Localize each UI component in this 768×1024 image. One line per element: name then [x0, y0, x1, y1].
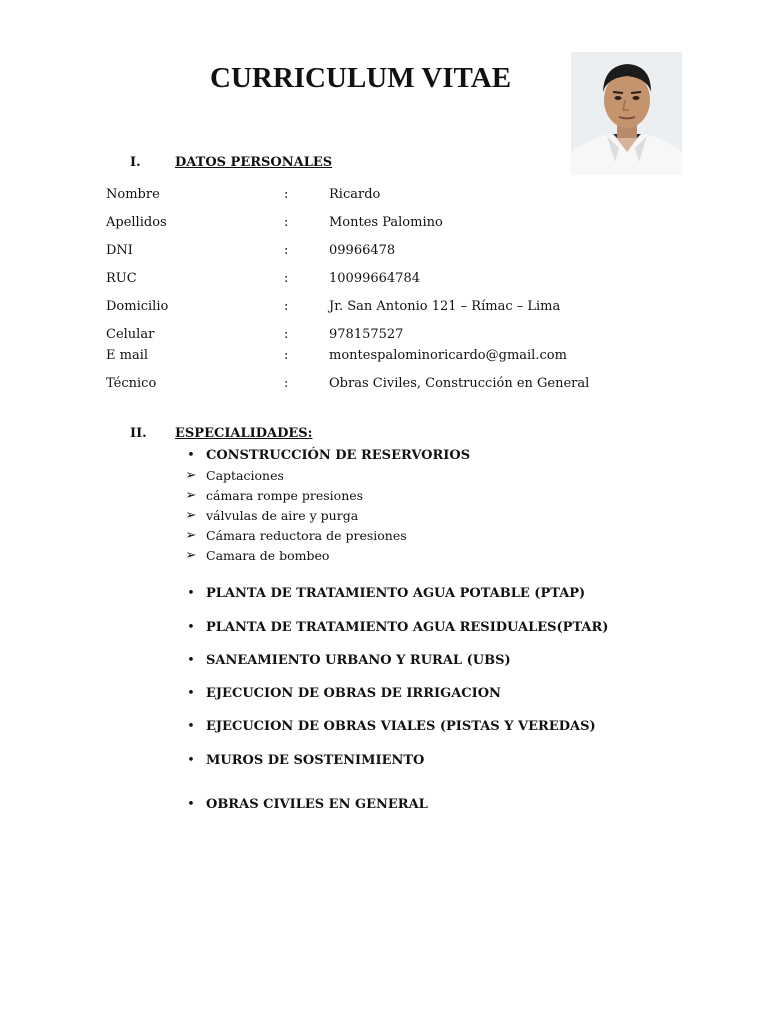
bullet-icon: • [187, 797, 195, 812]
field-label: Apellidos [106, 215, 167, 230]
specialty-label: OBRAS CIVILES EN GENERAL [206, 797, 428, 812]
bullet-icon: • [187, 753, 195, 768]
arrow-bullet-icon: ➢ [185, 508, 197, 523]
sub-item-label: Cámara reductora de presiones [206, 528, 407, 543]
field-separator: : [284, 348, 289, 363]
bullet-icon: • [187, 653, 195, 668]
field-label: Nombre [106, 187, 160, 202]
field-value: montespalominoricardo@gmail.com [329, 348, 567, 363]
field-separator: : [284, 376, 289, 391]
cv-title: CURRICULUM VITAE [210, 62, 512, 94]
specialty-label: EJECUCION DE OBRAS VIALES (PISTAS Y VEREDAS) [206, 719, 596, 734]
field-label: Celular [106, 327, 155, 342]
bullet-icon: • [187, 620, 195, 635]
field-label: Domicilio [106, 299, 169, 314]
field-row-tecnico [106, 376, 666, 394]
specialty-label: MUROS DE SOSTENIMIENTO [206, 753, 425, 768]
field-row-email [106, 348, 666, 366]
specialty-label: PLANTA DE TRATAMIENTO AGUA POTABLE (PTAP) [206, 586, 586, 601]
sub-item-label: Captaciones [206, 468, 284, 483]
field-separator: : [284, 299, 289, 314]
arrow-bullet-icon: ➢ [185, 528, 197, 543]
field-row-domicilio [106, 299, 666, 317]
section-number-personal: I. [130, 155, 141, 170]
field-row-celular [106, 327, 666, 345]
field-label: Técnico [106, 376, 157, 391]
field-separator: : [284, 271, 289, 286]
field-separator: : [284, 187, 289, 202]
field-label: E mail [106, 348, 149, 363]
field-separator: : [284, 327, 289, 342]
bullet-icon: • [187, 719, 195, 734]
field-row-ruc [106, 271, 666, 289]
field-separator: : [284, 243, 289, 258]
field-row-nombre [106, 187, 666, 205]
field-value: Montes Palomino [329, 215, 443, 230]
bullet-icon: • [187, 686, 195, 701]
field-separator: : [284, 215, 289, 230]
profile-photo [571, 52, 682, 175]
field-label: DNI [106, 243, 133, 258]
specialty-label: SANEAMIENTO URBANO Y RURAL (UBS) [206, 653, 511, 668]
sub-item-label: válvulas de aire y purga [206, 508, 359, 523]
field-row-dni [106, 243, 666, 261]
section-title-specialties: ESPECIALIDADES: [175, 426, 313, 441]
specialty-label: EJECUCION DE OBRAS DE IRRIGACION [206, 686, 501, 701]
field-row-apellidos [106, 215, 666, 233]
bullet-icon: • [187, 586, 195, 601]
arrow-bullet-icon: ➢ [185, 488, 197, 503]
sub-item-label: Camara de bombeo [206, 548, 330, 563]
field-label: RUC [106, 271, 137, 286]
bullet-icon: • [187, 448, 195, 463]
sub-item-label: cámara rompe presiones [206, 488, 364, 503]
section-number-specialties: II. [130, 426, 147, 441]
section-title-personal: DATOS PERSONALES [175, 155, 333, 170]
field-value: Jr. San Antonio 121 – Rímac – Lima [329, 299, 561, 314]
field-value: 978157527 [329, 327, 404, 342]
arrow-bullet-icon: ➢ [185, 468, 197, 483]
field-value: Obras Civiles, Construcción en General [329, 376, 590, 391]
specialty-label: PLANTA DE TRATAMIENTO AGUA RESIDUALES(PTAR) [206, 620, 609, 635]
field-value: 10099664784 [329, 271, 420, 286]
specialty-label: CONSTRUCCIÓN DE RESERVORIOS [206, 448, 471, 463]
arrow-bullet-icon: ➢ [185, 548, 197, 563]
field-value: Ricardo [329, 187, 381, 202]
field-value: 09966478 [329, 243, 396, 258]
